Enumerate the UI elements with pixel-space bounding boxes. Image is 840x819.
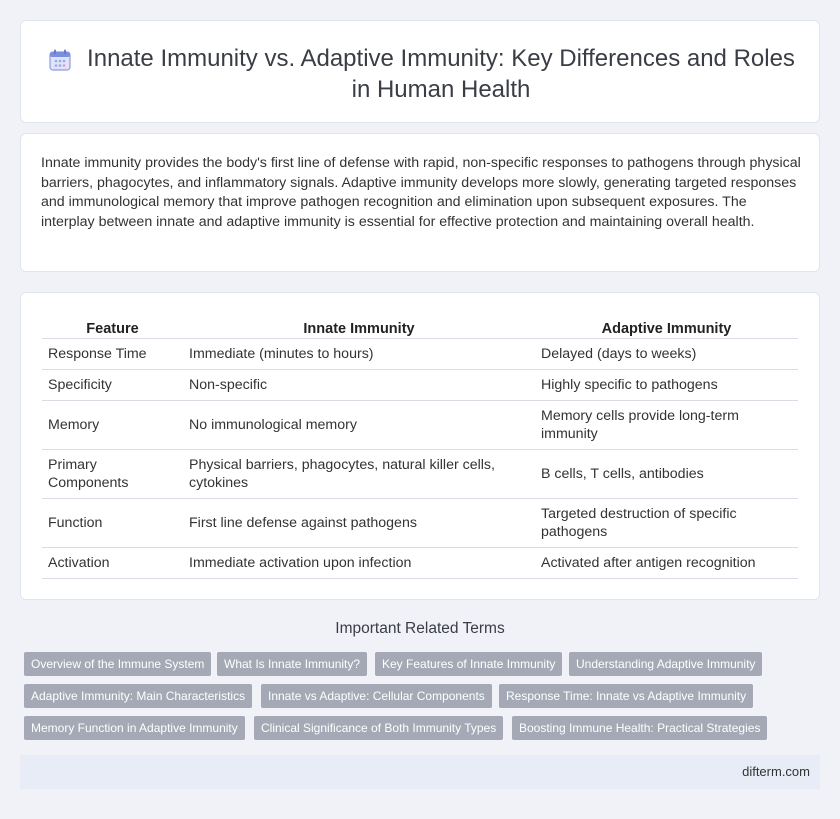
title-card bbox=[20, 20, 820, 123]
related-term-tag[interactable]: Memory Function in Adaptive Immunity bbox=[24, 716, 245, 740]
table-cell-feature: Response Time bbox=[42, 339, 183, 370]
footer bbox=[20, 755, 820, 789]
table-header-innate: Innate Immunity bbox=[183, 313, 535, 339]
table-row bbox=[42, 401, 798, 450]
related-term-tag[interactable]: What Is Innate Immunity? bbox=[217, 652, 367, 676]
table-cell-feature: Memory bbox=[42, 401, 183, 450]
table-cell-feature: Activation bbox=[42, 548, 183, 579]
table-cell-adaptive: Delayed (days to weeks) bbox=[535, 339, 798, 370]
table-cell-feature: Specificity bbox=[42, 370, 183, 401]
related-term-tag[interactable]: Response Time: Innate vs Adaptive Immunity bbox=[499, 684, 753, 708]
table-row bbox=[42, 548, 798, 579]
table-cell-innate: First line defense against pathogens bbox=[183, 499, 535, 548]
table-header-row bbox=[42, 313, 798, 339]
related-term-tag[interactable]: Understanding Adaptive Immunity bbox=[569, 652, 762, 676]
related-term-tag[interactable]: Adaptive Immunity: Main Characteristics bbox=[24, 684, 252, 708]
footer-site-link[interactable]: difterm.com bbox=[742, 764, 810, 779]
table-row bbox=[42, 339, 798, 370]
table-header-adaptive: Adaptive Immunity bbox=[535, 313, 798, 339]
related-term-tag[interactable]: Innate vs Adaptive: Cellular Components bbox=[261, 684, 492, 708]
intro-paragraph: Innate immunity provides the body's first line of defense with rapid, non-specific responses to pathogens through physical barriers, phagocytes, and inflammatory signals. Adaptive immunity develops more slowly, generating targeted responses and immunological memory that improve pathogen recognition and elimination upon subsequent exposures. The interplay between innate and adaptive immunity is essential for effective protection and maintaining overall health. bbox=[41, 155, 801, 230]
related-term-tag[interactable]: Boosting Immune Health: Practical Strategies bbox=[512, 716, 767, 740]
table-cell-adaptive: Activated after antigen recognition bbox=[535, 548, 798, 579]
table-cell-innate: Physical barriers, phagocytes, natural killer cells, cytokines bbox=[183, 450, 535, 499]
related-terms-title: Important Related Terms bbox=[335, 620, 505, 637]
table-row bbox=[42, 450, 798, 499]
table-cell-innate: Immediate activation upon infection bbox=[183, 548, 535, 579]
table-cell-adaptive: B cells, T cells, antibodies bbox=[535, 450, 798, 499]
comparison-table bbox=[42, 313, 798, 579]
table-cell-feature: Primary Components bbox=[42, 450, 183, 499]
intro-card bbox=[20, 133, 820, 272]
related-term-tag[interactable]: Clinical Significance of Both Immunity Types bbox=[254, 716, 503, 740]
table-cell-innate: No immunological memory bbox=[183, 401, 535, 450]
related-term-tag[interactable]: Overview of the Immune System bbox=[24, 652, 211, 676]
calendar-icon bbox=[47, 47, 73, 73]
table-cell-adaptive: Targeted destruction of specific pathogens bbox=[535, 499, 798, 548]
table-row bbox=[42, 499, 798, 548]
table-header-feature: Feature bbox=[42, 313, 183, 339]
table-cell-adaptive: Highly specific to pathogens bbox=[535, 370, 798, 401]
related-term-tag[interactable]: Key Features of Innate Immunity bbox=[375, 652, 562, 676]
comparison-table-card bbox=[20, 292, 820, 600]
table-cell-adaptive: Memory cells provide long-term immunity bbox=[535, 401, 798, 450]
page-title: Innate Immunity vs. Adaptive Immunity: Key Differences and Roles in Human Health bbox=[87, 45, 795, 103]
table-row bbox=[42, 370, 798, 401]
table-cell-feature: Function bbox=[42, 499, 183, 548]
table-cell-innate: Non-specific bbox=[183, 370, 535, 401]
table-cell-innate: Immediate (minutes to hours) bbox=[183, 339, 535, 370]
